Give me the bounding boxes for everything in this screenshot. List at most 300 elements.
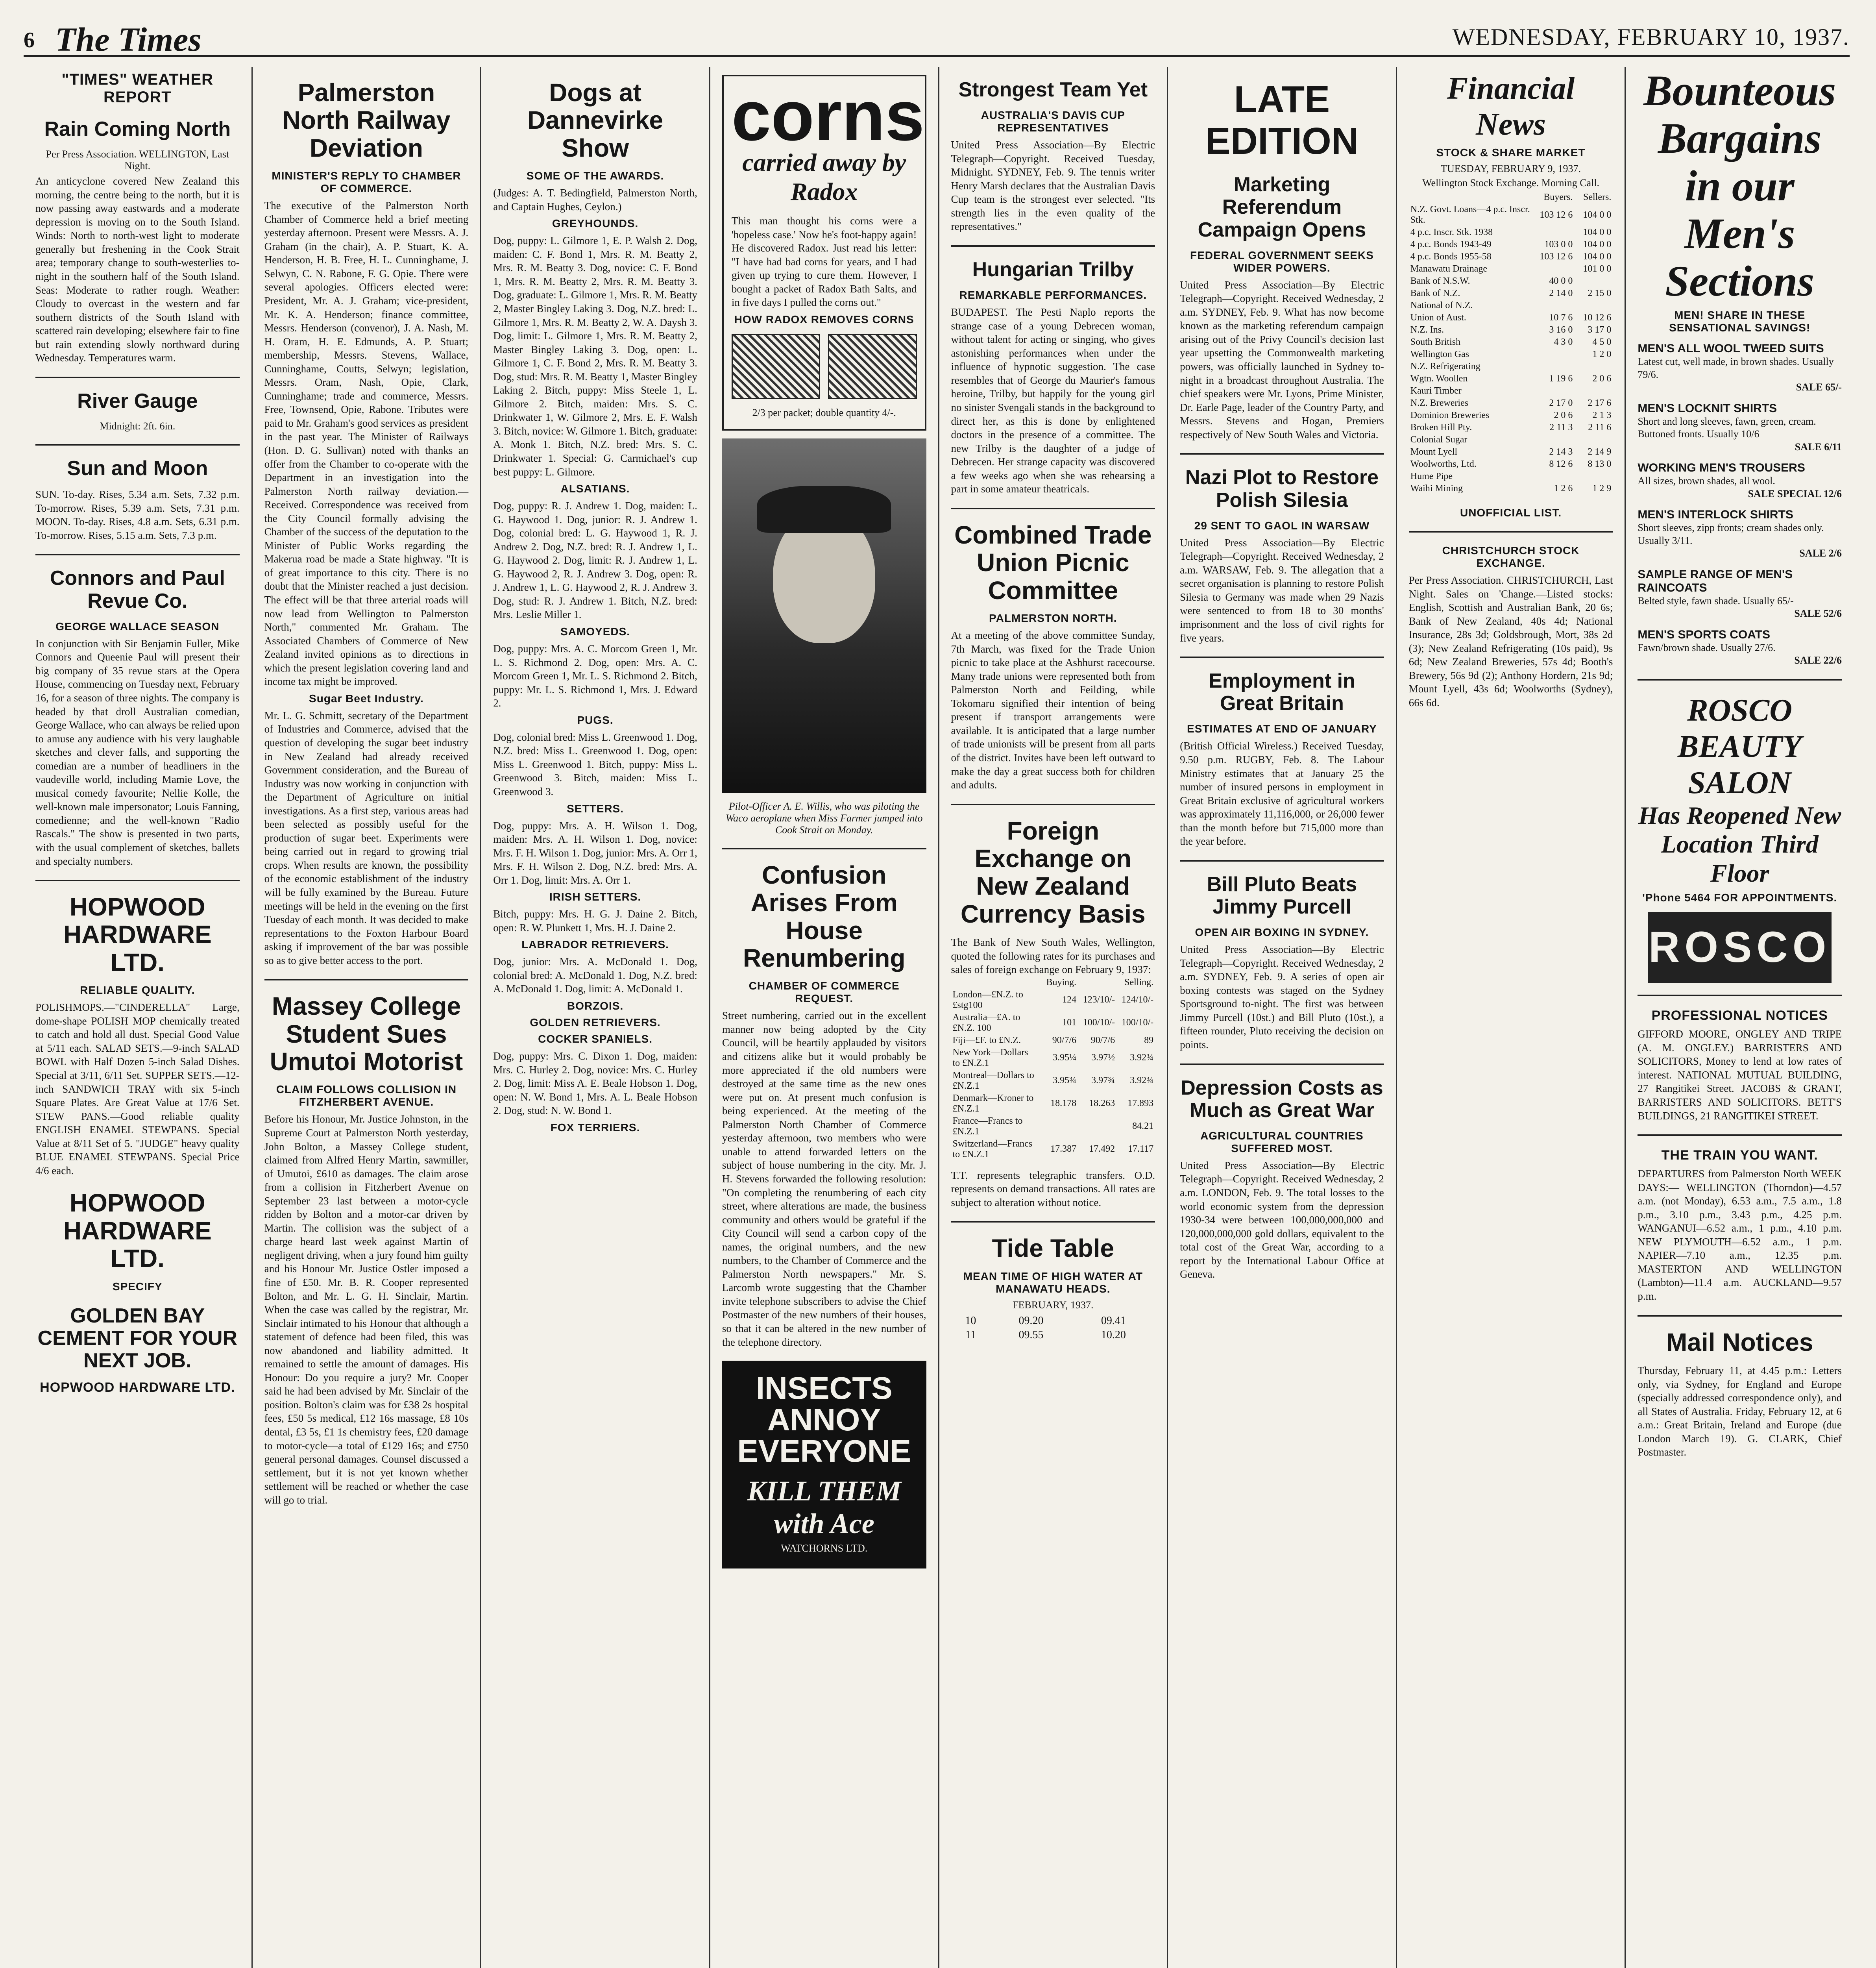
weather-body: An anticyclone covered New Zealand this morning, the centre being to the north, but it is now passing away eastwards and a moderate depression is moving on to the South Island. Winds: North to north-west light to moderate generally but freshening in the Cook Strait area; temporary change to south-westerlies to-night in the southern half of the South Island. Seas: Moderate to rather rough. Weather: Cloudy to overcast in the western and far southern districts of the South Island with scattered rain developing; elsewhere fair to fine but rain extending slowly northward during Wednesday. Temperatures warm. — [35, 175, 240, 364]
stock-buyers: 1 19 6 — [1549, 374, 1573, 384]
connors-body: In conjunction with Sir Benjamin Fuller, Mike Connors and Queenie Paul will present their big company of 35 revue stars at the Opera House, commencing on Tuesday next, February 16, for a season of three nights. The company is headed by that droll Australian comedian, George Wallace, who can always be relied upon to amuse any audience with his very laughable sketches and clever falls, and supporting the comedian are a number of headliners in the vaudeville world, including Mamie Love, the musical comedy favourite; Nellie Kolle, the well-known male impersonator; Louis Fanning, comedienne; and the well-known "Radio Rascals." The show is presented in two parts, with the usual complement of sketches, ballets and specialty numbers. — [35, 637, 240, 867]
professional-title: PROFESSIONAL NOTICES — [1651, 1008, 1828, 1023]
stock-buyers: 3 16 0 — [1549, 325, 1573, 335]
stock-buyers: 4 3 0 — [1554, 337, 1573, 347]
dogs-sub: SOME OF THE AWARDS. — [526, 170, 664, 182]
insects-headline: INSECTS ANNOY EVERYONE — [737, 1371, 911, 1469]
fx-tt: 17.387 — [1050, 1144, 1077, 1154]
stock-name: Bank of N.S.W. — [1410, 276, 1470, 286]
tide-month: FEBRUARY, 1937. — [1013, 1299, 1094, 1311]
divider — [35, 444, 240, 446]
stock-row — [1409, 300, 1613, 312]
pugs-body: Dog, colonial bred: Miss L. Greenwood 1. Dog, N.Z. bred: Miss L. Greenwood 1. Dog, open: Miss L. Greenwood 1. Bitch, puppy: Miss L. Greenwood 3. Bitch, maiden: Miss L. Greenwood 3. — [493, 731, 697, 797]
fx-sell: 89 — [1144, 1035, 1154, 1045]
dogs-judges: (Judges: A. T. Bedingfield, Palmerston North, and Captain Hughes, Ceylon.) — [493, 187, 697, 213]
tide-am: 09.55 — [1018, 1328, 1044, 1341]
stock-buyers: 1 2 6 — [1554, 483, 1573, 494]
stock-buyers: 8 12 6 — [1549, 459, 1573, 469]
picnic-body: At a meeting of the above committee Sunday, 7th March, was fixed for the Trade Union picnic to take place at the Ashhurst racecourse. Many trade unions were represented both from Palmerston North and Feilding, while Tokomaru signified their intention of being present if transport arrangements were available. It is anticipated that a large number of trade unionists will be present from all parts of the district. Invites have been left outward to make the day a great success both for children and adults. — [951, 629, 1155, 791]
stock-name: Waihi Mining — [1410, 483, 1463, 494]
stock-row — [1409, 422, 1613, 434]
corns-body: This man thought his corns were a 'hopeless case.' Now he's foot-happy again! He discovered Radox. Just read his letter: "I have had bad corns for years, and I had given up trying to cure them. However, I bought a packet of Radox Bath Salts, and in five days I pulled the corns out." — [731, 215, 917, 309]
stock-sellers: 2 11 6 — [1588, 422, 1612, 433]
tide-day: 10 — [965, 1314, 976, 1327]
bargain-item-desc: Latest cut, well made, in brown shades. Usually 79/6. — [1638, 356, 1834, 380]
borzois-head: BORZOIS. — [567, 999, 624, 1012]
fx-row — [951, 1034, 1155, 1047]
stock-name: N.Z. Refrigerating — [1410, 361, 1480, 372]
fx-table — [951, 977, 1155, 1161]
trilby-body: BUDAPEST. The Pesti Naplo reports the strange case of a young Debrecen woman, without talent for acting or singing, who gives astonishing performances when under the influence of hypnotic suggestion. The case resembles that of George du Maurier's famous heroine, Trilby, but happily for the young girl no sinister Svengali stands in the background to direct her, as this is done by enlightened doctors in the presence of a committee. The new Trilby is the daughter of a judge of Debrecen. Her strange capacity was discovered a few weeks ago when she was rehearsing a part in some amateur theatricals. — [951, 306, 1155, 495]
bargain-item — [1638, 568, 1842, 620]
stock-table — [1409, 191, 1613, 495]
stock-row — [1409, 397, 1613, 409]
stock-name: N.Z. Govt. Loans—4 p.c. Inscr. Stk. — [1410, 204, 1530, 225]
alsatians-head: ALSATIANS. — [560, 483, 630, 495]
hopwood-title-2: HOPWOOD HARDWARE LTD. — [63, 1189, 212, 1273]
fx-currency: Fiji—£F. to £N.Z. — [952, 1035, 1021, 1045]
divider — [1180, 860, 1384, 862]
stock-rows — [1409, 203, 1613, 495]
stock-name: Dominion Breweries — [1410, 410, 1490, 420]
buyers-header: Buyers. — [1543, 192, 1573, 202]
river-title: River Gauge — [77, 389, 198, 412]
weather-title: Rain Coming North — [44, 118, 231, 141]
fx-row — [951, 1012, 1155, 1034]
stock-name: Bank of N.Z. — [1410, 288, 1460, 298]
stock-row — [1409, 361, 1613, 373]
fx-currency: Switzerland—Francs to £N.Z.1 — [952, 1138, 1033, 1160]
stock-buyers: 103 12 6 — [1540, 252, 1573, 262]
stock-table-header — [1409, 191, 1613, 203]
stock-row — [1409, 409, 1613, 422]
stock-name: Mount Lyell — [1410, 447, 1458, 457]
stock-name: Wgtn. Woollen — [1410, 374, 1468, 384]
tide-row — [952, 1328, 1155, 1342]
fx-buying-header: Buying. — [1046, 977, 1077, 988]
financial-sub: STOCK & SHARE MARKET — [1436, 146, 1586, 159]
fx-od: 100/10/- — [1083, 1017, 1115, 1028]
tide-rows — [952, 1314, 1155, 1342]
picnic-title: Combined Trade Union Picnic Committee — [954, 520, 1152, 605]
fx-rows — [951, 989, 1155, 1161]
fx-tt: 101 — [1062, 1017, 1077, 1028]
fx-sell: 3.92¾ — [1130, 1075, 1154, 1086]
labrador-head: LABRADOR RETRIEVERS. — [521, 938, 669, 951]
fx-currency: France—Francs to £N.Z.1 — [952, 1115, 1023, 1137]
depression-title: Depression Costs as Much as Great War — [1181, 1076, 1383, 1122]
bargains-headline: Bounteous Bargains in our Men's Sections — [1643, 67, 1836, 305]
fx-buying-header-od — [1078, 977, 1116, 989]
stock-row — [1409, 263, 1613, 275]
fx-sell: 100/10/- — [1121, 1017, 1154, 1028]
pilot-photo — [722, 438, 926, 793]
bargain-item-desc: Short and long sleeves, fawn, green, cream. Buttoned fronts. Usually 10/6 — [1638, 415, 1816, 440]
stock-name: South British — [1410, 337, 1461, 347]
bargain-item-title: MEN'S INTERLOCK SHIRTS — [1638, 508, 1793, 521]
stock-sellers: 104 0 0 — [1583, 252, 1612, 262]
masthead — [24, 12, 1850, 57]
fx-note: T.T. represents telegraphic transfers. O.D. represents on demand transactions. All rates are subject to alteration without notice. — [951, 1169, 1155, 1208]
hopwood-footer: HOPWOOD HARDWARE LTD. — [40, 1380, 235, 1395]
stock-name: Hume Pipe — [1410, 471, 1453, 481]
fx-sell: 84.21 — [1132, 1121, 1154, 1132]
bargain-item — [1638, 628, 1842, 667]
hopwood-body: POLISHMOPS.—"CINDERELLA" Large, dome-shape POLISH MOP chemically treated to catch and hold all dust. Special Good Value at 5/11 each. SALAD SETS.—9-inch SALAD BOWL with Half Dozen 5-inch Salad Dishes. Special at 3/11, 6/11 Set. SUPPER SETS.—12-inch SANDWICH TRAY with six 5-inch Square Plates. Are Great Value at 17/6 Set. STEW PANS.—Good reliable quality ENGLISH ENAMEL STEWPANS. Special Value at 8/11 Set of 5. "JUDGE" heavy quality BLUE ENAMEL STEWPANS. Special Price 4/6 each. — [35, 1001, 240, 1176]
stock-sellers: 104 0 0 — [1583, 239, 1612, 250]
bargain-items — [1638, 342, 1842, 667]
pilot-cap — [757, 486, 891, 533]
rosco-reopened: Has Reopened New Location Third Floor — [1638, 801, 1841, 887]
stock-row — [1409, 470, 1613, 483]
divider — [1638, 995, 1842, 996]
stock-buyers — [1536, 434, 1574, 446]
fx-od: 90/7/6 — [1090, 1035, 1115, 1045]
stock-sellers: 3 17 0 — [1588, 325, 1612, 335]
bargain-item-title: MEN'S ALL WOOL TWEED SUITS — [1638, 342, 1824, 355]
stock-buyers — [1536, 300, 1574, 312]
stock-sellers: 2 14 9 — [1588, 447, 1612, 457]
tide-pm: 09.41 — [1101, 1314, 1126, 1327]
stock-sellers: 2 15 0 — [1588, 288, 1612, 298]
fx-row — [951, 1092, 1155, 1115]
stock-row — [1409, 324, 1613, 336]
irish-head: IRISH SETTERS. — [549, 891, 641, 903]
picnic-sub: PALMERSTON NORTH. — [989, 612, 1117, 625]
chch-body: Per Press Association. CHRISTCHURCH, Last Night. Sales on 'Change.—Listed stocks: English, Scottish and Australian Bank, 20 6s; Bank of New Zealand, 40s 4d; National Insurance, 28s 3d; Goldsbrough, Mort, 38s 2d (3); New Zealand Refrigerating (10s paid), 9s 6d; New Zealand Breweries, 57s 4d; Booth's Brewery, 56s 9d (2); Anthony Hordern, 21s 9d; Mount Lyell, 43s 6d; Woolworths (Sydney), 66s 6d. — [1408, 574, 1613, 708]
stock-sellers: 8 13 0 — [1588, 459, 1612, 469]
radox-price: 2/3 per packet; double quantity 4/-. — [752, 407, 896, 418]
fx-sell: 17.893 — [1127, 1098, 1154, 1109]
stock-row — [1409, 336, 1613, 348]
stock-row — [1409, 239, 1613, 251]
corns-word: corns — [731, 76, 925, 155]
radox-diagram-panel — [828, 334, 917, 399]
issue-date: WEDNESDAY, FEBRUARY 10, 1937. — [1452, 24, 1850, 50]
stock-name: Wellington Gas — [1410, 349, 1469, 359]
unofficial-list: UNOFFICIAL LIST. — [1460, 507, 1562, 519]
stock-name: Woolworths, Ltd. — [1410, 459, 1477, 469]
river-body: Midnight: 2ft. 6in. — [100, 420, 176, 432]
stock-sellers: 104 0 0 — [1583, 209, 1612, 220]
golden-head: GOLDEN RETRIEVERS. — [530, 1016, 661, 1028]
divider — [264, 979, 469, 980]
stock-row — [1409, 275, 1613, 287]
radox-how-head: HOW RADOX REMOVES CORNS — [734, 313, 914, 326]
stock-sellers — [1574, 434, 1613, 446]
column-7 — [1397, 67, 1626, 1968]
depression-body: United Press Association—By Electric Telegraph—Copyright. Received Wednesday, 2 a.m. LONDON, Feb. 9. The total losses to the world economic system from the depression 1930-34 were between 100,000,000,000 and 120,000,000,000 gold dollars, equivalent to the total cost of the Great War, according to a report by the International Labour Office at Geneva. — [1180, 1159, 1384, 1280]
bargain-item-title: WORKING MEN'S TROUSERS — [1638, 461, 1805, 474]
stock-name: National of N.Z. — [1410, 300, 1473, 311]
dogs-title: Dogs at Dannevirke Show — [527, 78, 664, 162]
stock-buyers — [1536, 226, 1574, 239]
column-3 — [481, 67, 710, 1968]
divider — [722, 848, 926, 849]
hopwood-tag: RELIABLE QUALITY. — [80, 984, 195, 997]
railway-sub: MINISTER'S REPLY TO CHAMBER OF COMMERCE. — [272, 170, 461, 195]
stock-row — [1409, 446, 1613, 458]
column-8 — [1626, 67, 1854, 1968]
hopwood-specify: SPECIFY — [112, 1280, 163, 1293]
greyhounds-body: Dog, puppy: L. Gilmore 1, E. P. Walsh 2. Dog, maiden: C. F. Bond 1, Mrs. R. M. Beatty 2, Mrs. R. M. Beatty 3. Dog, novice: C. F. Bond 1, Mrs. R. M. Beatty 2, Mrs. R. M. Beatty 3. Dog, graduate: L. Gilmore 1, Mrs. R. M. Beatty 2, Master Bingley Laking 3. Dog, N.Z. bred: L. Gilmore 1, Mrs. R. M. Beatty 2, W. A. Daysh 3. Dog, limit: L. Gilmore 1, Mrs. R. M. Beatty 2, Master Bingley Laking 3. Dog, open: L. Gilmore 1, C. F. Bond 2, Mrs. R. M. Beatty 3. Dog, stud: Mrs. R. M. Beatty 1, Master Bingley Laking 2. Bitch, puppy: Miss Steele 1, L. Gilmore 2. Bitch, maiden: Mrs. S. C. Drinkwater 1, W. Gilmore 2, Mrs. E. F. Walsh 3. Bitch, novice: W. Gilmore 1. Bitch, graduate: A. Monk 1. Bitch, N.Z. bred: Mrs. S. C. Drinkwater 1. Special: G. Carmichael's cup best puppy: L. Gilmore. — [493, 235, 697, 478]
stock-name: 4 p.c. Bonds 1955-58 — [1410, 252, 1492, 262]
cocker-body: Dog, puppy: Mrs. C. Dixon 1. Dog, maiden: Mrs. C. Hurley 2. Dog, novice: Mrs. C. Hurley 2. Dog, limit: Miss A. E. Beale Hobson 1. Dog, open: N. W. Bond 1, Mrs. A. L. Beale Hobson 2. Dog, stud: N. W. Bond 1. — [493, 1050, 697, 1117]
fx-tt: 3.95¼ — [1053, 1052, 1077, 1063]
davis-sub: AUSTRALIA'S DAVIS CUP REPRESENTATIVES — [981, 109, 1125, 134]
bargain-item — [1638, 402, 1842, 454]
column-4 — [710, 67, 939, 1968]
divider — [35, 554, 240, 555]
bargain-item-price: SALE 52/6 — [1794, 608, 1842, 619]
stock-row — [1409, 226, 1613, 239]
massey-title: Massey College Student Sues Umutoi Motorist — [270, 992, 463, 1076]
referendum-body: United Press Association—By Electric Telegraph—Copyright. Received Wednesday, 2 a.m. SYDNEY, Feb. 9. What has now become known as the marketing referendum campaign arising out of the Privy Council's decision last year upsetting the Commonwealth marketing powers, was officially launched in Sydney to-night in a broadcast throughout Australia. The chief speakers were Mr. Lyons, Prime Minister, Dr. Earle Page, leader of the Country Party, and Messrs. Stevens and Hogan, Premiers respectively of New South Wales and Victoria. — [1180, 279, 1384, 440]
fx-od: 3.97¾ — [1091, 1075, 1115, 1086]
stock-buyers — [1536, 385, 1574, 397]
fx-sell: 124/10/- — [1121, 995, 1154, 1005]
stock-row — [1409, 203, 1613, 226]
stock-row — [1409, 434, 1613, 446]
bargain-item-desc: All sizes, brown shades, all wool. — [1638, 475, 1775, 486]
stock-sellers — [1574, 470, 1613, 483]
greyhounds-head: GREYHOUNDS. — [552, 217, 639, 230]
bargain-item-desc: Fawn/brown shade. Usually 27/6. — [1638, 642, 1776, 653]
tide-row — [952, 1314, 1155, 1328]
divider — [1180, 657, 1384, 658]
stock-row — [1409, 385, 1613, 397]
stock-sellers: 2 1 3 — [1592, 410, 1612, 420]
pugs-head: PUGS. — [577, 714, 614, 726]
stock-sellers: 2 17 6 — [1588, 398, 1612, 408]
stock-sellers: 4 5 0 — [1592, 337, 1612, 347]
stock-sellers: 101 0 0 — [1583, 264, 1612, 274]
divider — [951, 1221, 1155, 1223]
confusion-sub: CHAMBER OF COMMERCE REQUEST. — [749, 980, 900, 1005]
insects-kill: KILL THEM with Ace — [747, 1475, 901, 1540]
bargain-item-price: SALE 22/6 — [1794, 655, 1842, 666]
bargain-item-price: SALE 6/11 — [1795, 441, 1842, 453]
davis-title: Strongest Team Yet — [958, 78, 1148, 101]
pluto-body: United Press Association—By Electric Telegraph—Copyright. Received Wednesday, 2 a.m. SYDNEY, Feb. 9. A series of open air boxing contests was staged on the Sydney Sportsground to-night. The first was between Jimmy Purcell (10st.) and Bill Pluto (10st.), a fifteen rounder, Pluto receiving the decision on points. — [1180, 943, 1384, 1051]
referendum-title: Marketing Referendum Campaign Opens — [1198, 173, 1366, 241]
stock-name: Broken Hill Pty. — [1410, 422, 1472, 433]
divider — [1409, 531, 1613, 533]
pluto-sub: OPEN AIR BOXING IN SYDNEY. — [1195, 926, 1369, 939]
fx-od: 123/10/- — [1083, 995, 1115, 1005]
stock-name: Kauri Timber — [1410, 386, 1462, 396]
radox-diagram-panel — [732, 334, 820, 399]
hopwood-cement: GOLDEN BAY CEMENT FOR YOUR NEXT JOB. — [37, 1304, 238, 1372]
trilby-title: Hungarian Trilby — [972, 258, 1134, 281]
nazi-title: Nazi Plot to Restore Polish Silesia — [1185, 466, 1379, 512]
stock-row — [1409, 458, 1613, 470]
divider — [951, 245, 1155, 247]
mail-body: Thursday, February 11, at 4.45 p.m.: Letters only, via Sydney, for England and Europe (specially addressed correspondence only), and all States of Australia. Friday, February 12, at 6 a.m.: Great Britain, Ireland and Europe (due London March 19). G. CLARK, Chief Postmaster. — [1638, 1364, 1842, 1458]
column-1 — [24, 67, 253, 1968]
confusion-title: Confusion Arises From House Renumbering — [743, 860, 906, 972]
connors-sub: GEORGE WALLACE SEASON — [55, 620, 220, 633]
depression-sub: AGRICULTURAL COUNTRIES SUFFERED MOST. — [1200, 1129, 1364, 1154]
stock-name: Union of Aust. — [1410, 313, 1466, 323]
mail-title: Mail Notices — [1666, 1328, 1813, 1356]
sun-title: Sun and Moon — [67, 457, 208, 480]
bargain-item — [1638, 461, 1842, 500]
divider — [35, 377, 240, 378]
fx-currency: London—£N.Z. to £stg100 — [952, 989, 1023, 1010]
davis-body: United Press Association—By Electric Telegraph—Copyright. Received Tuesday, Midnight. SYDNEY, Feb. 9. The tennis writer Henry Marsh declares that the Australian Davis Cup team is the strongest ever selected. "Its strength lies in the even quality of the representatives." — [951, 139, 1155, 233]
employment-sub: ESTIMATES AT END OF JANUARY — [1187, 723, 1377, 735]
fx-od: 18.263 — [1089, 1098, 1115, 1109]
stock-name: Colonial Sugar — [1410, 435, 1468, 445]
corns-sub: carried away by Radox — [742, 148, 906, 205]
stock-buyers — [1536, 348, 1574, 361]
stock-buyers: 2 0 6 — [1554, 410, 1573, 420]
fx-od: 17.492 — [1089, 1144, 1115, 1154]
bargain-item-price: SALE SPECIAL 12/6 — [1748, 488, 1842, 499]
divider — [951, 804, 1155, 805]
setters-head: SETTERS. — [567, 802, 624, 815]
rosco-title: ROSCO BEAUTY SALON — [1677, 693, 1802, 800]
stock-name: N.Z. Ins. — [1410, 325, 1444, 335]
bargain-item — [1638, 508, 1842, 560]
insects-distributor: WATCHORNS LTD. — [781, 1543, 868, 1554]
nazi-sub: 29 SENT TO GAOL IN WARSAW — [1194, 519, 1370, 532]
stock-sellers — [1574, 300, 1613, 312]
bargain-item — [1638, 342, 1842, 394]
train-body: DEPARTURES from Palmerston North WEEK DAYS:— WELLINGTON (Thorndon)—4.57 a.m. (not Monday), 6.53 a.m., 7.5 a.m., 1.8 p.m., 3.10 p.m., 3.43 p.m., 4.25 p.m. WANGANUI—6.52 a.m., 1 p.m., 4.10 p.m. NEW PLYMOUTH—6.52 a.m., 1 p.m. NAPIER—7.10 a.m., 12.35 p.m. MASTERTON AND WELLINGTON (Lambton)—11.4 a.m. AUCKLAND—9.57 p.m. — [1638, 1168, 1842, 1302]
stock-buyers — [1536, 263, 1574, 275]
financial-exchange: Wellington Stock Exchange. Morning Call. — [1422, 177, 1600, 189]
bargain-item-price: SALE 65/- — [1796, 381, 1842, 393]
bargain-item-desc: Short sleeves, zipp fronts; cream shades only. Usually 3/11. — [1638, 522, 1824, 546]
radox-diagram — [732, 334, 917, 399]
stock-sellers: 1 2 9 — [1592, 483, 1612, 494]
referendum-sub: FEDERAL GOVERNMENT SEEKS WIDER POWERS. — [1190, 249, 1374, 274]
fx-od — [1078, 1115, 1116, 1138]
fx-sell: 17.117 — [1128, 1144, 1154, 1154]
bargain-item-price: SALE 2/6 — [1799, 547, 1842, 559]
tide-sub: MEAN TIME OF HIGH WATER AT MANAWATU HEADS. — [963, 1270, 1143, 1295]
newspaper-name: The Times — [55, 20, 201, 58]
column-6 — [1168, 67, 1397, 1968]
fx-title: Foreign Exchange on New Zealand Currency Basis — [961, 816, 1146, 928]
stock-row — [1409, 483, 1613, 495]
financial-date: TUESDAY, FEBRUARY 9, 1937. — [1441, 163, 1581, 174]
stock-header-blank — [1409, 191, 1536, 203]
tide-am: 09.20 — [1018, 1314, 1044, 1327]
samoyeds-head: SAMOYEDS. — [560, 625, 630, 638]
stock-row — [1409, 312, 1613, 324]
stock-buyers: 2 11 3 — [1549, 422, 1573, 433]
massey-body: Before his Honour, Mr. Justice Johnston, in the Supreme Court at Palmerston North yesterday, John Bolton, a Massey College student, claimed from Alfred Henry Martin, sawmiller, of Umutoi, £610 as damages. The claim arose from a collision in Fitzherbert Avenue on September 23 last between a motor-cycle ridden by Bolton and a motor-car driven by Martin. The collision was the subject of a charge heard last week against Martin of negligent driving, when a jury found him guilty and his Honour Mr. Justice Ostler imposed a fine of £50. Mr. B. R. Cooper represented Bolton, and Mr. L. G. H. Sinclair, Martin. When the case was called by the registrar, Mr. Sinclair intimated to his Honour that although a statement of defence had been filed, this was now abandoned and liability admitted. It remained to settle the amount of damages. His Honour: Do you require a jury? Mr. Cooper said he had been advised by Mr. Sinclair of the position. Bolton's claim was for £38 2s hospital fees, £50 5s medical, £12 16s massage, £8 10s dental, £3 5s, £1 1s chemistry fees, £20 damage to motor-cycle—a total of £129 16s; and £750 general personal damages. Counsel discussed a settlement, but it is not yet known whether settlement will be reached or whether the case will go to trial. — [264, 1113, 469, 1506]
stock-row — [1409, 348, 1613, 361]
tide-title: Tide Table — [992, 1234, 1115, 1263]
stock-name: Manawatu Drainage — [1410, 264, 1487, 274]
divider — [1638, 679, 1842, 681]
setters-body: Dog, puppy: Mrs. A. H. Wilson 1. Dog, maiden: Mrs. A. H. Wilson 1. Dog, novice: Mrs. F. H. Wilson 1. Dog, junior: Mrs. A. Orr 1, Mrs. F. H. Wilson 2. Dog, N.Z. bred: Mrs. A. Orr 1. Dog, limit: Mrs. A. Orr 1. — [493, 819, 697, 886]
financial-title: Financial News — [1447, 71, 1575, 142]
divider — [951, 508, 1155, 509]
fx-row — [951, 1138, 1155, 1161]
samoyeds-body: Dog, puppy: Mrs. A. C. Morcom Green 1, Mr. L. S. Richmond 2. Dog, open: Mrs. A. C. Morcom Green 1, Mr. L. S. Richmond 2. Bitch, puppy: Mr. L. S. Richmond 1, Mrs. J. Edward 2. — [493, 643, 697, 709]
alsatians-body: Dog, puppy: R. J. Andrew 1. Dog, maiden: L. G. Haywood 1. Dog, junior: R. J. Andrew 1. Dog, colonial bred: L. G. Haywood 1, R. J. Andrew 2. Dog, N.Z. bred: R. J. Andrew 1, L. G. Haywood 2. Dog, limit: R. J. Andrew 1, L. G. Haywood 2, R. J. Andrew 3. Dog, open: R. J. Andrew 1, L. G. Haywood 2, R. J. Andrew 3. Dog, stud: R. J. Andrew 1. Bitch, N.Z. bred: Mrs. Leslie Miller 1. — [493, 500, 697, 621]
rosco-logo: ROSCO — [1648, 912, 1832, 983]
page-number: 6 — [24, 28, 35, 52]
photo-caption: Pilot-Officer A. E. Willis, who was piloting the Waco aeroplane when Miss Farmer jumped into Cook Strait on Monday. — [725, 800, 923, 836]
weather-dateline: Per Press Association. WELLINGTON, Last Night. — [46, 148, 229, 172]
stock-sellers: 2 0 6 — [1592, 374, 1612, 384]
column-2 — [253, 67, 482, 1968]
nazi-body: United Press Association—By Electric Telegraph—Copyright. Received Wednesday, 2 a.m. WARSAW, Feb. 9. The allegation that a secret organisation is planning to restore Polish Silesia to Germany was made when 29 Nazis were sentenced to from 18 to 30 months' imprisonment and the loss of civil rights for five years. — [1180, 536, 1384, 644]
divider — [1638, 1134, 1842, 1136]
fx-currency: Denmark—Kroner to £N.Z.1 — [952, 1093, 1034, 1114]
late-edition: LATE EDITION — [1205, 78, 1359, 162]
fx-row — [951, 1047, 1155, 1069]
bargain-item-title: MEN'S LOCKNIT SHIRTS — [1638, 401, 1777, 415]
fx-currency: New York—Dollars to £N.Z.1 — [952, 1047, 1028, 1068]
irish-body: Bitch, puppy: Mrs. H. G. J. Daine 2. Bitch, open: R. W. Plunkett 1, Mrs. H. J. Daine 2. — [493, 908, 697, 934]
cocker-head: COCKER SPANIELS. — [538, 1032, 652, 1045]
stock-name: 4 p.c. Inscr. Stk. 1938 — [1410, 227, 1493, 237]
fx-row — [951, 989, 1155, 1012]
divider — [35, 880, 240, 881]
stock-sellers — [1574, 385, 1613, 397]
fx-od: 3.97½ — [1091, 1052, 1115, 1063]
trilby-sub: REMARKABLE PERFORMANCES. — [959, 289, 1147, 301]
fx-header-blank — [951, 977, 1040, 989]
massey-sub: CLAIM FOLLOWS COLLISION IN FITZHERBERT AVENUE. — [276, 1083, 457, 1108]
radox-advert — [722, 75, 926, 431]
tide-day: 11 — [965, 1328, 976, 1341]
train-title: THE TRAIN YOU WANT. — [1661, 1148, 1818, 1163]
stock-buyers: 103 12 6 — [1540, 209, 1573, 220]
stock-row — [1409, 251, 1613, 263]
bargains-intro: MEN! SHARE IN THESE SENSATIONAL SAVINGS! — [1669, 309, 1811, 334]
stock-name: 4 p.c. Bonds 1943-49 — [1410, 239, 1492, 250]
professional-body: GIFFORD MOORE, ONGLEY AND TRIPE (A. M. ONGLEY.) BARRISTERS AND SOLICITORS, Money to lend at low rates of interest. NATIONAL MUTUAL BUILDING, 27 Rangitikei Street. JACOBS & GRANT, BARRISTERS AND SOLICITORS. BETT'S BUILDINGS, 21 RANGITIKEI STREET. — [1638, 1028, 1842, 1122]
divider — [1180, 1064, 1384, 1065]
stock-name: N.Z. Breweries — [1410, 398, 1469, 408]
fx-row — [951, 1069, 1155, 1092]
fx-selling-header: Selling. — [1124, 977, 1154, 988]
stock-sellers — [1574, 361, 1613, 373]
employment-body: (British Official Wireless.) Received Tuesday, 9.50 p.m. RUGBY, Feb. 8. The Labour Ministry estimates that at January 25 the number of insured persons in employment in Great Britain exclusive of agricultural workers was approximately 11,116,000, or 26,000 fewer than the month before but 715,000 more than the year before. — [1180, 740, 1384, 847]
sun-body: SUN. To-day. Rises, 5.34 a.m. Sets, 7.32 p.m. To-morrow. Rises, 5.39 a.m. Sets, 7.31 p.m. MOON. To-day. Rises, 4.8 a.m. Sets, 6.31 p.m. To-morrow. Rises, 5.15 a.m. Sets, 7.3 p.m. — [35, 488, 240, 541]
page-columns — [24, 67, 1854, 1968]
sugar-body: Mr. L. G. Schmitt, secretary of the Department of Industries and Commerce, advised that the question of developing the sugar beet industry in New Zealand had already received Government consideration, and the Bureau of Industry was now working in conjunction with the Department of Agriculture on initial investigations. As a first step, various areas had been selected as possibly useful for the production of sugar beet. Experiments were being carried out in regard to growing trial crops. When results are known, the possibility of the economic establishment of the industry will be fully examined by the Bureau. Future meetings will be held in the evening on the first Tuesday of each month. It was decided to make representations to the Foxton Harbour Board asking if improvement of the bar was possible so as to give better access to the port. — [264, 709, 469, 966]
sellers-header: Sellers. — [1583, 192, 1612, 202]
pluto-title: Bill Pluto Beats Jimmy Purcell — [1207, 873, 1357, 918]
hopwood-title: HOPWOOD HARDWARE LTD. — [63, 893, 212, 977]
stock-buyers: 103 0 0 — [1544, 239, 1573, 250]
connors-title: Connors and Paul Revue Co. — [50, 567, 225, 612]
sugar-head: Sugar Beet Industry. — [309, 692, 424, 705]
chch-title: CHRISTCHURCH STOCK EXCHANGE. — [1442, 544, 1580, 569]
railway-title: Palmerston North Railway Deviation — [282, 78, 451, 162]
stock-buyers — [1536, 470, 1574, 483]
stock-buyers: 2 17 0 — [1549, 398, 1573, 408]
confusion-body: Street numbering, carried out in the excellent manner now being adopted by the City Council, will be heartily applauded by visitors and citizens alike but it would probably be more appreciated if the old numbers were destroyed at the same time as the new ones were put on. At present much confusion is being experienced. At the meeting of the Palmerston North Chamber of Commerce yesterday afternoon, two members who were unable to attend forwarded letters on the subject of house numbering in the city. Mr. J. H. Stevens forwarded the following resolution: "On completing the renumbering of each city street, where alterations are made, the business community and others would be grateful if the City Council will send a carbon copy of the names, the original numbers, and the new numbers, to the Chamber of Commerce and the Palmerston North newspapers." Mr. S. Larcomb wrote suggesting that the Chamber invite telephone subscribers to advise the Chief Postmaster of the new numbers of their houses, so that it can be altered in the new number of the telephone directory. — [722, 1010, 926, 1348]
stock-sellers — [1574, 275, 1613, 287]
tide-table — [951, 1313, 1155, 1343]
stock-buyers — [1536, 361, 1574, 373]
stock-sellers: 1 2 0 — [1592, 349, 1612, 359]
fx-tt: 124 — [1062, 995, 1077, 1005]
fx-currency: Australia—£A. to £N.Z. 100 — [952, 1012, 1020, 1033]
stock-sellers: 104 0 0 — [1583, 227, 1612, 237]
stock-buyers: 40 0 0 — [1549, 276, 1573, 286]
